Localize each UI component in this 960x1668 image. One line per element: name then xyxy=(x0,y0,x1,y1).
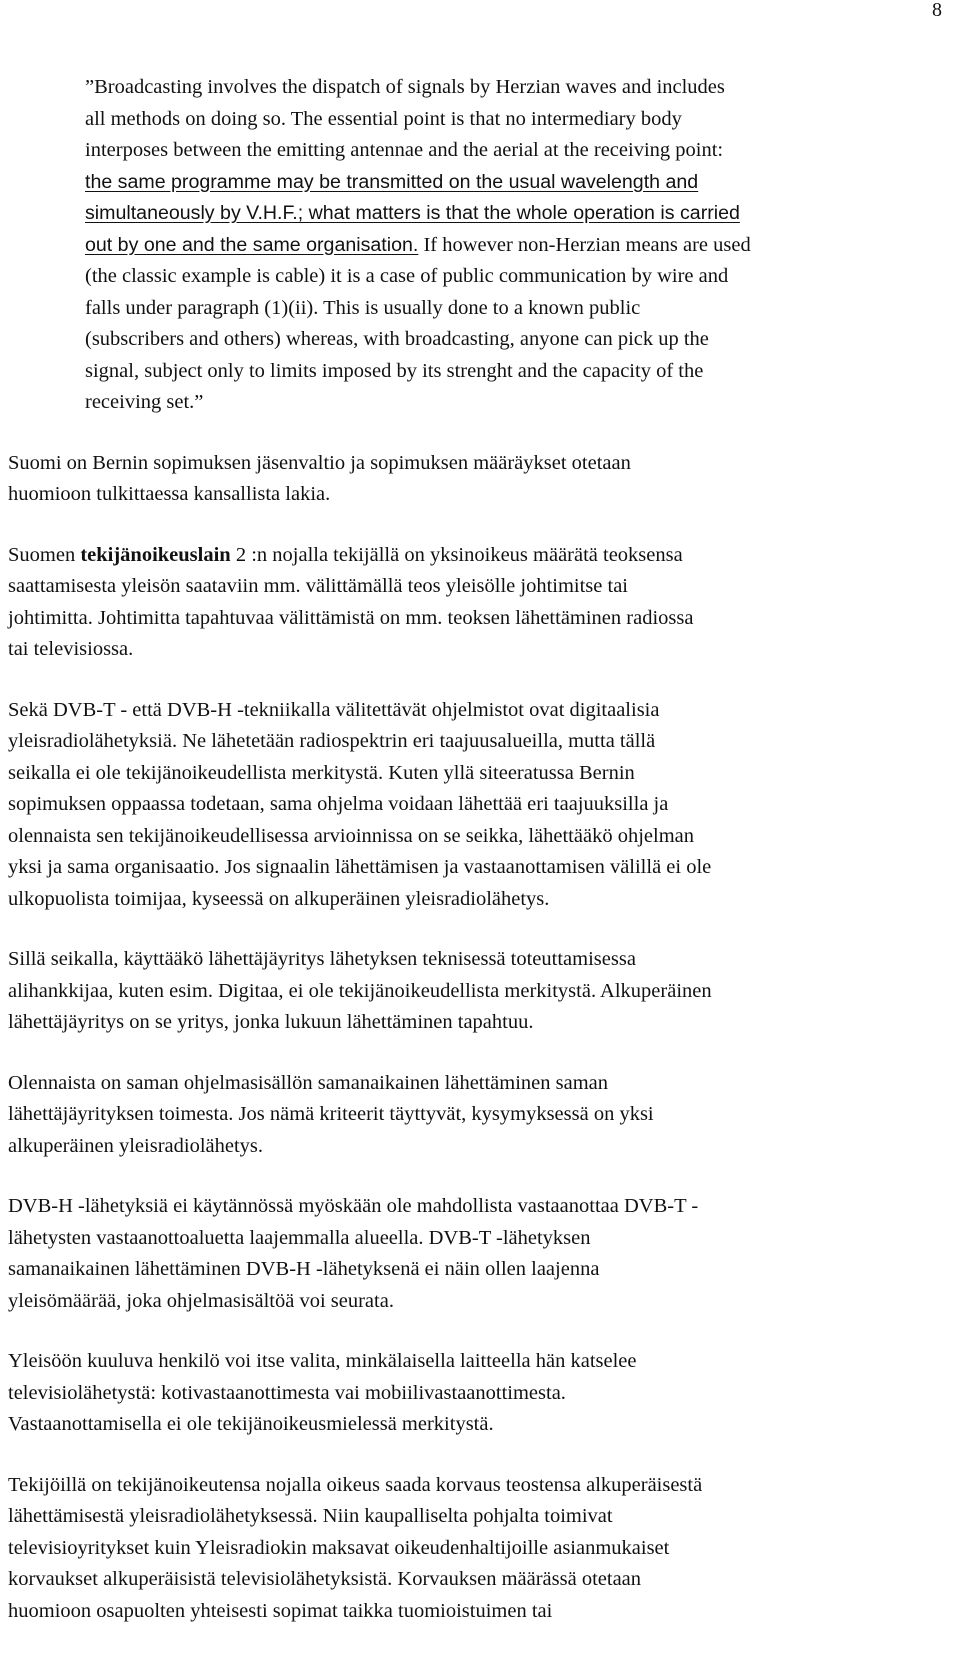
paragraph-line: Sekä DVB-T - että DVB-H -tekniikalla välitettävät ohjelmistot ovat digitaalisia xyxy=(8,698,660,721)
paragraph-line: lähettäjäyritys on se yritys, jonka lukuun lähettäminen tapahtuu. xyxy=(8,1011,534,1033)
paragraph-line: Yleisöön kuuluva henkilö voi itse valita, minkälaisella laitteella hän katselee xyxy=(8,1350,637,1372)
paragraph-line: korvaukset alkuperäisistä televisiolähetyksistä. Korvauksen määrässä otetaan xyxy=(8,1568,642,1590)
page-number: 8 xyxy=(932,0,942,21)
quote-line: (subscribers and others) whereas, with broadcasting, anyone can pick up the xyxy=(85,328,709,350)
document-body xyxy=(8,72,938,1656)
paragraph-line: yleisradiolähetyksiä. Ne lähetetään radiospektrin eri taajuusalueilla, mutta tällä xyxy=(8,730,656,752)
text-fragment: Suomen xyxy=(8,543,81,566)
paragraph-line: Sillä seikalla, käyttääkö lähettäjäyritys lähetyksen teknisessä toteuttamisessa xyxy=(8,948,636,970)
paragraph-line xyxy=(8,540,938,572)
quote-line xyxy=(85,230,937,262)
paragraph-line: Tekijöillä on tekijänoikeutensa nojalla oikeus saada korvaus teostensa alkuperäisestä xyxy=(8,1473,703,1496)
paragraph-dvbh-reception xyxy=(8,1191,938,1317)
broadcasting-quote xyxy=(85,72,937,419)
paragraph-line: televisiolähetystä: kotivastaanottimesta vai mobiilivastaanottimesta. xyxy=(8,1381,566,1404)
paragraph-line: Olennaista on saman ohjelmasisällön samanaikainen lähettäminen saman xyxy=(8,1071,609,1094)
paragraph-line: huomioon osapuolten yhteisesti sopimat taikka tuomioistuimen tai xyxy=(8,1599,553,1622)
paragraph-line: huomioon tulkittaessa kansallista lakia. xyxy=(8,483,331,505)
law-name-bold: tekijänoikeuslain xyxy=(80,543,231,566)
paragraph-line: ulkopuolista toimijaa, kyseessä on alkuperäinen yleisradiolähetys. xyxy=(8,887,550,910)
paragraph-line: yksi ja sama organisaatio. Jos signaalin lähettämisen ja vastaanottamisen välillä ei ole xyxy=(8,856,712,878)
quote-line: signal, subject only to limits imposed by its strenght and the capacity of the xyxy=(85,359,704,382)
paragraph-line: olennaista sen tekijänoikeudellisessa arvioinnissa on se seikka, lähettääkö ohjelman xyxy=(8,824,694,847)
paragraph-line: televisioyritykset kuin Yleisradiokin maksavat oikeudenhaltijoille asianmukaiset xyxy=(8,1536,670,1559)
paragraph-line: yleisömäärää, joka ohjelmasisältöä voi seurata. xyxy=(8,1289,394,1312)
paragraph-line: Suomi on Bernin sopimuksen jäsenvaltio ja sopimuksen määräykset otetaan xyxy=(8,451,631,474)
paragraph-line: saattamisesta yleisön saataviin mm. välittämällä teos yleisölle johtimitse tai xyxy=(8,575,628,597)
paragraph-essential-criteria xyxy=(8,1068,938,1163)
quote-line-underlined: simultaneously by V.H.F.; what matters is that the whole operation is carried xyxy=(85,202,740,224)
paragraph-line: alkuperäinen yleisradiolähetys. xyxy=(8,1134,264,1157)
quote-line-underlined: the same programme may be transmitted on the usual wavelength and xyxy=(85,170,699,193)
paragraph-line: DVB-H -lähetyksiä ei käytännössä myöskään ole mahdollista vastaanottaa DVB-T - xyxy=(8,1195,699,1217)
quote-fragment: If however non-Herzian means are used xyxy=(418,233,751,256)
quote-line: falls under paragraph (1)(ii). This is usually done to a known public xyxy=(85,296,641,319)
paragraph-copyright-law xyxy=(8,540,938,666)
paragraph-author-compensation xyxy=(8,1470,938,1628)
paragraph-line: lähettämisestä yleisradiolähetyksessä. Niin kaupalliselta pohjalta toimivat xyxy=(8,1505,613,1527)
quote-line: all methods on doing so. The essential point is that no intermediary body xyxy=(85,107,682,130)
paragraph-line: lähettäjäyrityksen toimesta. Jos nämä kriteerit täyttyvät, kysymyksessä on yksi xyxy=(8,1103,654,1125)
paragraph-line: alihankkijaa, kuten esim. Digitaa, ei ole tekijänoikeudellista merkitystä. Alkuperäinen xyxy=(8,979,712,1002)
paragraph-line: samanaikainen lähettäminen DVB-H -lähetyksenä ei näin ollen laajenna xyxy=(8,1258,600,1280)
paragraph-line: seikalla ei ole tekijänoikeudellista merkitystä. Kuten yllä siteeratussa Bernin xyxy=(8,761,635,784)
paragraph-berne-convention xyxy=(8,448,938,511)
quote-line: ”Broadcasting involves the dispatch of signals by Herzian waves and includes xyxy=(85,76,725,98)
paragraph-subcontractor xyxy=(8,944,938,1039)
paragraph-line: johtimitta. Johtimitta tapahtuvaa välittämistä on mm. teoksen lähettäminen radiossa xyxy=(8,606,694,629)
paragraph-line: Vastaanottamisella ei ole tekijänoikeusmielessä merkitystä. xyxy=(8,1413,494,1435)
quote-underlined-fragment: out by one and the same organisation. xyxy=(85,233,419,256)
quote-line: (the classic example is cable) it is a case of public communication by wire and xyxy=(85,265,729,287)
quote-line: receiving set.” xyxy=(85,391,204,413)
paragraph-line: tai televisiossa. xyxy=(8,638,134,660)
quote-line: interposes between the emitting antennae and the aerial at the receiving point: xyxy=(85,139,724,161)
text-fragment: 2 :n nojalla tekijällä on yksinoikeus määrätä teoksensa xyxy=(230,543,683,566)
paragraph-dvb-broadcasts xyxy=(8,695,938,916)
paragraph-line: sopimuksen oppaassa todetaan, sama ohjelma voidaan lähettää eri taajuuksilla ja xyxy=(8,793,669,815)
paragraph-viewer-choice xyxy=(8,1346,938,1441)
paragraph-line: lähetysten vastaanottoaluetta laajemmalla alueella. DVB-T -lähetyksen xyxy=(8,1226,591,1249)
